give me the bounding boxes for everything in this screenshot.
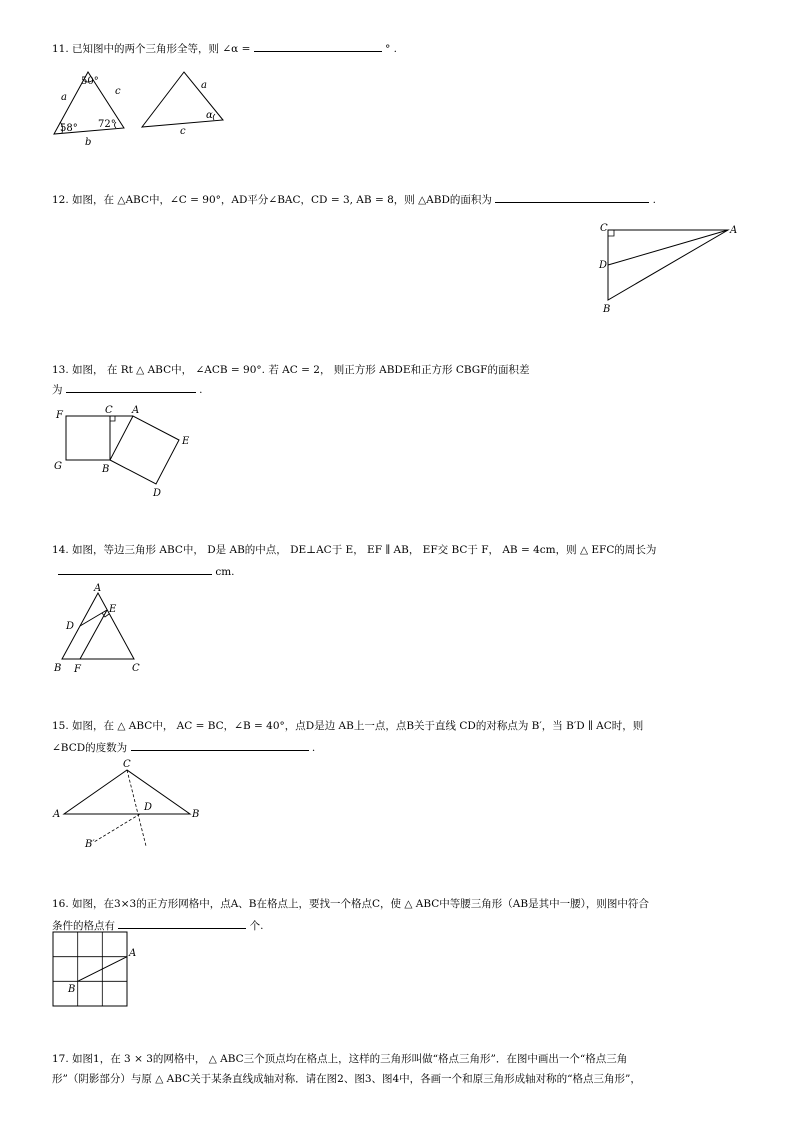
q14-label-A: A [94,583,102,594]
q11-stem-end: ° . [381,43,398,55]
q14-label-E: E [109,604,117,615]
q15-line2 [52,739,315,755]
q13-prefix: 为 [52,384,66,396]
q12-triangle [608,230,728,300]
q13-square-CBGF [66,416,110,460]
q15-triangle-ABC [64,770,190,814]
q15-label-Bprime: B′ [85,839,95,850]
q15-line1: 15. 如图，在 △ ABC中， AC = BC，∠B = 40°，点D是边 AB上一点，点B关于直线 CD的对称点为 B′，当 B′D ∥ AC时，则 [52,720,644,732]
q13-answer-blank[interactable] [66,381,196,393]
q11-figure [50,70,230,150]
q16-grid-figure [52,931,152,1011]
q13-line2 [52,381,203,397]
q15-stem-end: . [308,742,316,754]
q13-label-B: B [102,464,110,475]
q14-line2 [58,563,235,579]
q13-line1: 13. 如图， 在 Rt △ ABC中， ∠ACB = 90°. 若 AC = 2， 则正方形 ABDE和正方形 CBGF的面积差 [52,364,530,376]
q11-alpha-mark [213,114,215,120]
q11-answer-blank[interactable] [254,40,382,52]
q17-line1: 17. 如图1，在 3 × 3的网格中， △ ABC三个顶点均在格点上，这样的三角形叫做“格点三角形”．在图中画出一个“格点三角 [52,1053,628,1065]
q17-line2: 形”（阴影部分）与原 △ ABC关于某条直线成轴对称．请在图2、图3、图4中，各画一个和原三角形成轴对称的“格点三角形”， [52,1073,641,1085]
q13-label-F: F [56,410,63,421]
q15-label-B: B [192,809,200,820]
q11-side-c-right: c [180,126,186,137]
q13-square-ABDE [110,416,179,484]
q15-figure [50,758,210,853]
q13-figure [52,403,202,503]
q14-figure [52,583,152,678]
q12-right-angle-mark [608,230,614,236]
q12-label-B: B [603,304,611,315]
q12-label-C: C [600,223,608,234]
q13-label-G: G [54,461,62,472]
q13-label-D: D [153,488,162,499]
q15-label-D: D [144,802,153,813]
q11-side-a-right: a [201,80,207,91]
q16-answer-blank[interactable] [118,917,246,929]
q13-label-E: E [182,436,190,447]
q16-label-B: B [68,984,76,995]
q16-prefix: 条件的格点有 [52,920,119,932]
q12-label-A: A [730,225,738,236]
q12-text [52,191,656,207]
q12-stem-end: . [649,194,656,206]
q13-stem-end: . [195,384,203,396]
q14-label-C: C [132,663,140,674]
q12-label-D: D [599,260,608,271]
q11-side-b: b [85,137,92,148]
q11-angle-58: 58° [60,123,78,134]
q14-stem-end: cm. [212,566,235,578]
q12-figure [596,222,746,322]
q15-label-A: A [53,809,61,820]
q11-text [52,40,397,56]
q14-label-B: B [54,663,62,674]
q14-segment-EF [80,610,107,659]
q16-line1: 16. 如图，在3×3的正方形网格中，点A、B在格点上，要找一个格点C，使 △ ABC中等腰三角形（AB是其中一腰），则图中符合 [52,898,649,910]
q11-stem: 11. 已知图中的两个三角形全等，则 ∠α = [52,43,254,55]
q11-angle-50: 50° [81,76,99,87]
q12-stem: 12. 如图，在 △ABC中，∠C = 90°，AD平分∠BAC，CD = 3, AB = 8，则 △ABD的面积为 [52,194,496,206]
q15-dashed-DBp [94,814,140,842]
q14-answer-blank[interactable] [58,563,212,575]
q15-label-C: C [123,759,131,770]
q15-prefix: ∠BCD的度数为 [52,742,131,754]
q12-bisector-AD [608,230,728,265]
q12-answer-blank[interactable] [495,191,649,203]
q11-side-a: a [61,92,67,103]
q16-stem-end: 个. [246,920,264,932]
q14-label-D: D [66,621,75,632]
q13-right-angle-mark [110,416,115,421]
q13-label-A: A [132,405,140,416]
q11-angle-72: 72° [98,119,116,130]
q16-grid-border [53,932,127,1006]
q16-label-A: A [129,948,137,959]
q14-label-F: F [74,664,81,675]
q15-answer-blank[interactable] [131,739,309,751]
q11-alpha: α [206,110,213,121]
q11-side-c: c [115,86,121,97]
q13-label-C: C [105,405,113,416]
q14-line1: 14. 如图，等边三角形 ABC中， D是 AB的中点， DE⊥AC于 E， EF ∥ AB， EF交 BC于 F， AB = 4cm，则 △ EFC的周长为 [52,544,657,556]
